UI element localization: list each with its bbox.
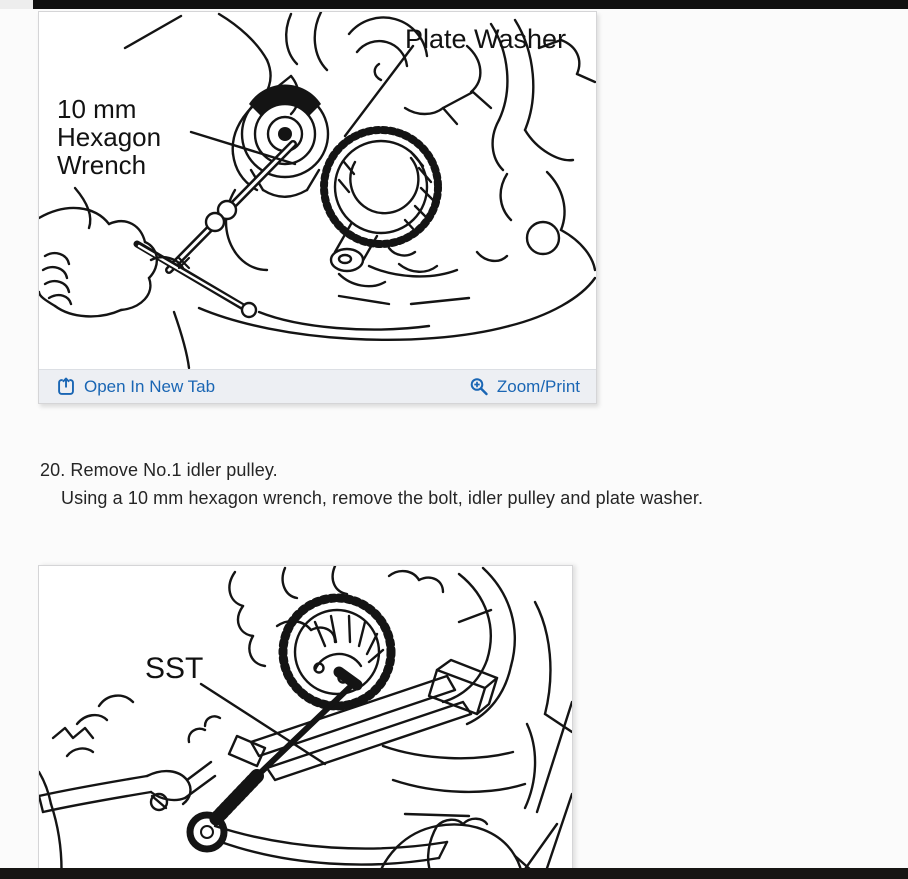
hex-wrench-label-line1: 10 mm — [57, 94, 137, 124]
figure-toolbar — [39, 369, 596, 403]
open-in-new-tab-label: Open In New Tab — [84, 376, 216, 396]
hex-wrench-label-line3: Wrench — [57, 150, 147, 180]
sst-label: SST — [145, 652, 204, 685]
hex-wrench-label-line2: Hexagon — [57, 122, 162, 152]
top-left-notch — [0, 0, 33, 9]
sst-puller-diagram — [39, 566, 572, 879]
plate-washer-label: Plate Washer — [405, 24, 567, 54]
timing-gear — [283, 598, 391, 706]
open-in-new-tab-link[interactable] — [57, 370, 215, 404]
mechanic-hand — [39, 208, 189, 368]
sst-puller-tool — [190, 660, 497, 865]
top-divider-bar — [33, 0, 908, 9]
figure-card-sst — [38, 565, 573, 879]
instruction-step — [40, 457, 703, 512]
open-in-new-tab-icon — [57, 377, 76, 396]
magnifier-plus-icon — [469, 377, 489, 397]
zoom-print-link[interactable] — [469, 370, 580, 404]
zoom-print-label: Zoom/Print — [496, 376, 580, 396]
hex-wrench — [137, 144, 293, 317]
bottom-divider-bar — [0, 868, 908, 879]
idler-pulley-diagram — [39, 12, 596, 370]
figure-card-idler-pulley — [38, 11, 597, 404]
engine-line-art — [75, 12, 595, 340]
step-title: 20. Remove No.1 idler pulley. — [40, 460, 278, 480]
step-detail: Using a 10 mm hexagon wrench, remove the bolt, idler pulley and plate washer. — [61, 487, 704, 508]
